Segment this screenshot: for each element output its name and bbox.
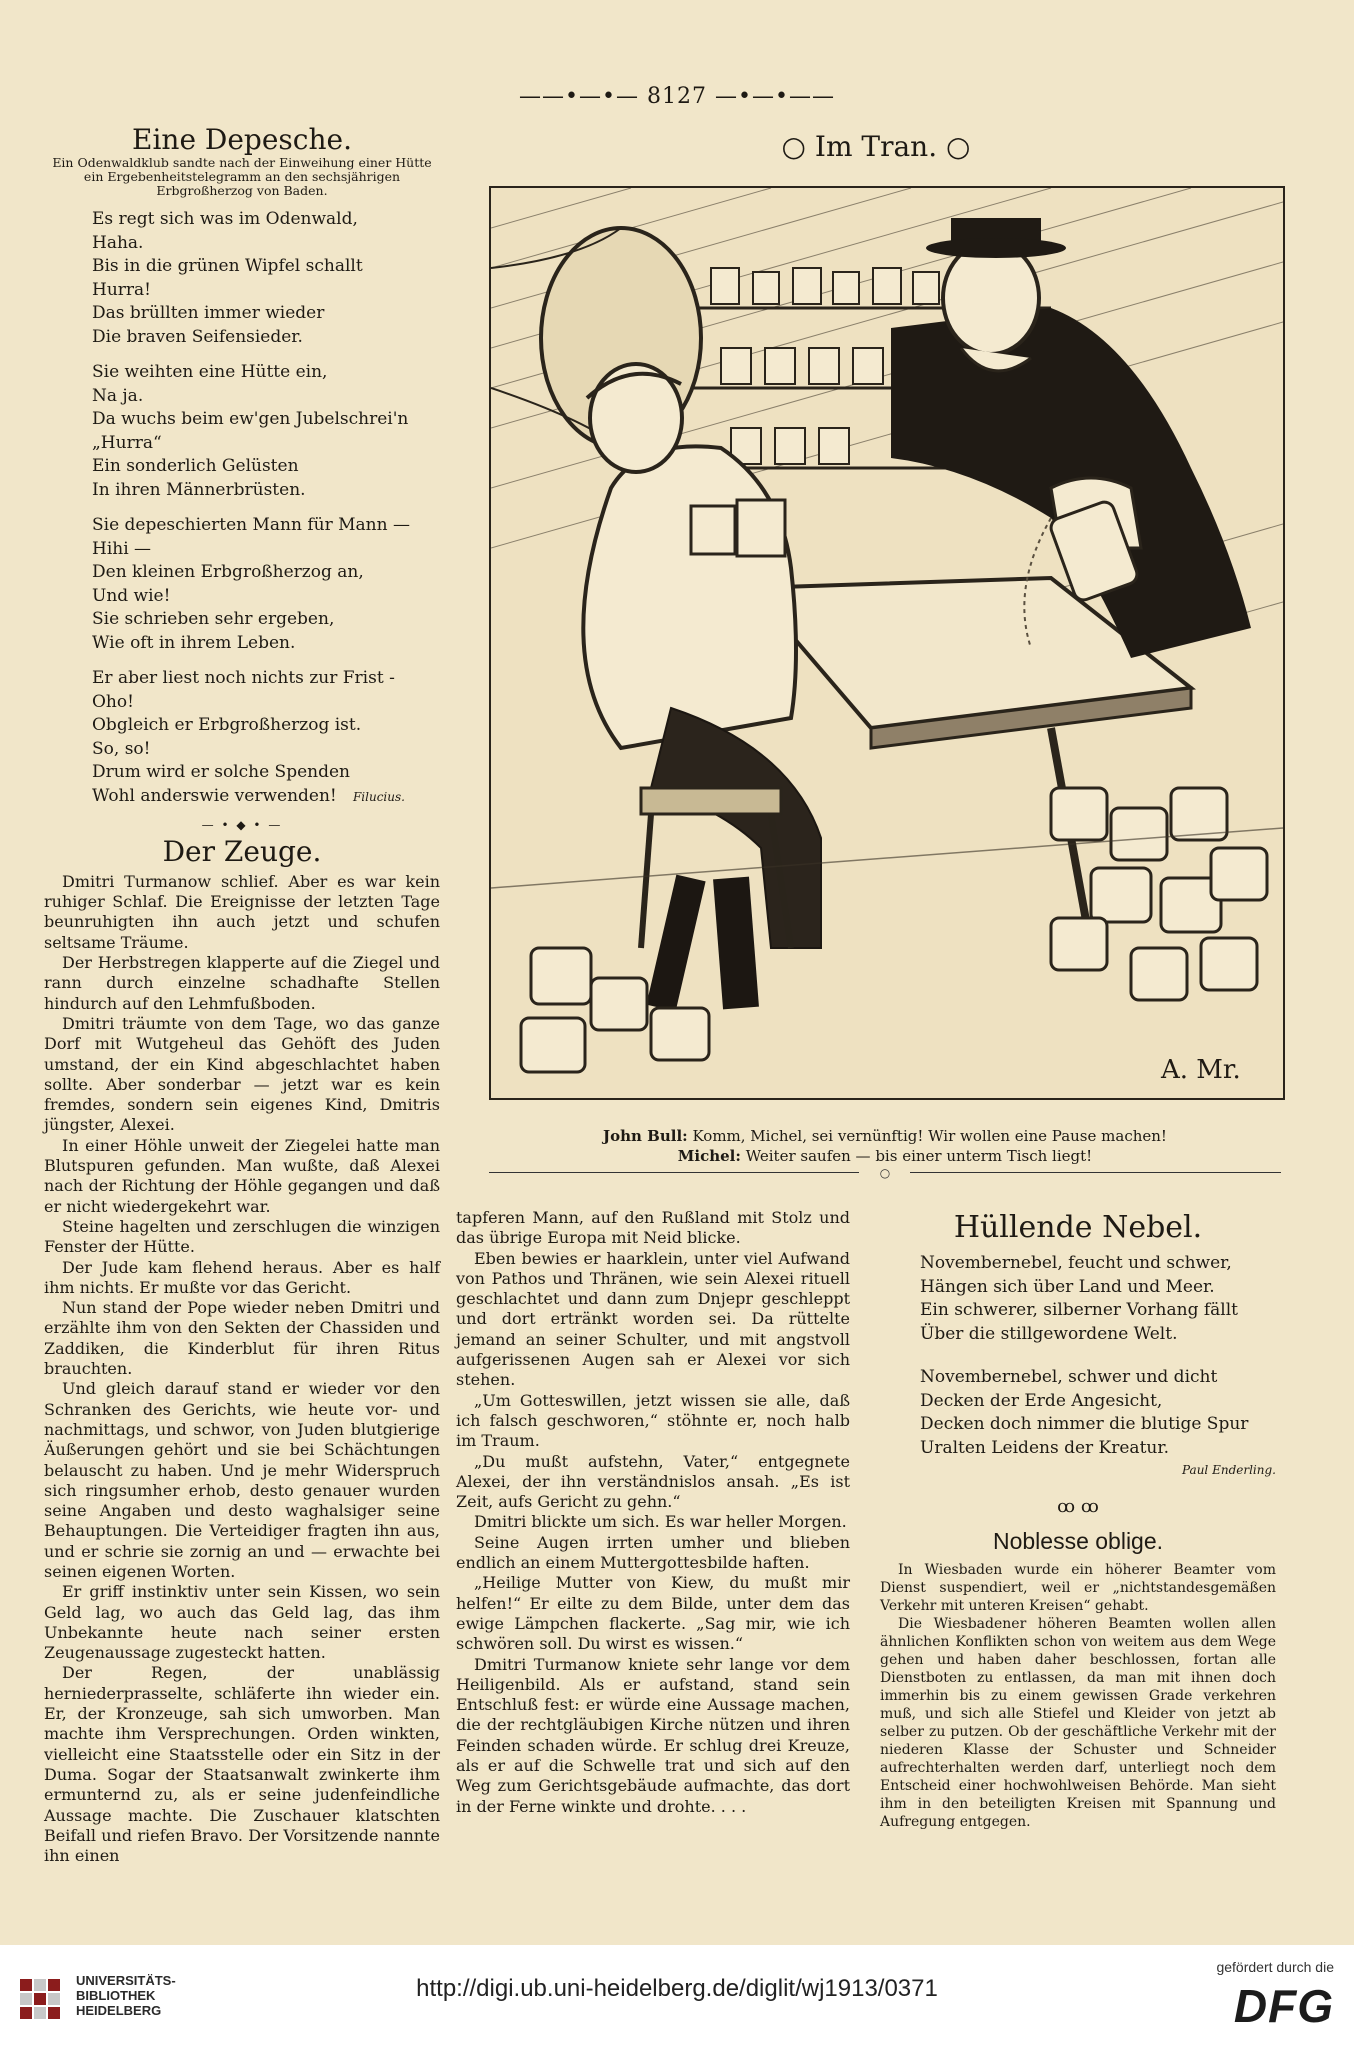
poem-stanza	[920, 1252, 1276, 1346]
cartoon-illustration	[489, 186, 1285, 1100]
cartoon-drawing	[491, 188, 1283, 1098]
poem-stanza	[92, 667, 440, 809]
poem-line: Sie depeschierten Mann für Mann —	[92, 515, 410, 536]
poem-line: In ihren Männerbrüsten.	[92, 479, 306, 500]
ornament-divider: ꝏ ꝏ	[1057, 1495, 1099, 1517]
caption-line: Michel: Weiter saufen — bis einer unterm Tisch liegt!	[677, 1147, 1093, 1165]
page-number: ——•—•— 8127 —•—•——	[519, 84, 835, 109]
poem-line: „Hurra“	[92, 432, 162, 453]
zeuge-paragraph: „Heilige Mutter von Kiew, du mußt mir helfen!“ Er eilte zu dem Bilde, unter dem das ewige Lämpchen flackerte. „Sag mir, wie ich schwören soll. Du wirst es wissen.“	[456, 1573, 850, 1654]
depesche-title: Eine Depesche.	[132, 123, 352, 156]
huellende-title: Hüllende Nebel.	[953, 1210, 1203, 1245]
noblesse-paragraph: Die Wiesbadener höheren Beamten wollen allen ähnlichen Konflikten schon von weitem aus dem Wege gehen und haben daher beschlossen, fortan alle Dienstboten zu entlassen, da man mit ihnen doch immerhin bis zu einem gewissen Grade verkehren muß, und sich alle Stiefel und Kleider von jetzt ab selber zu putzen. Ob der geschäftliche Verkehr mit der niederen Klasse der Schuster und Schneider aufrechterhalten werden darf, unterliegt noch dem Entscheid einer hochwohlweisen Behörde. Man sieht ihm in den beteiligten Kreisen mit Spannung und Aufregung entgegen.	[880, 1616, 1276, 1831]
funded-by-label: gefördert durch die	[1216, 1959, 1334, 1975]
zeuge-paragraph: In einer Höhle unweit der Ziegelei hatte man Blutspuren gefunden. Man wußte, daß Alexei nach der Richtung der Höhle gegangen und daß er nicht wiedergekehrt war.	[44, 1135, 440, 1216]
poem-line: Drum wird er solche Spenden	[92, 762, 350, 783]
ornament-circle: ○	[781, 130, 806, 163]
poem-line: Das brüllten immer wieder	[92, 303, 325, 324]
zeuge-paragraph: Eben bewies er haarklein, unter viel Aufwand von Pathos und Thränen, wie sein Alexei rituell geschlachtet und dann zum Dnjepr geschleppt und dort ertränkt worden sei. Da rüttelte jemand an seiner Schulter, und mit angstvoll aufgerissenen Augen sah er Alexei vor sich stehen.	[456, 1248, 850, 1390]
noblesse-title: Noblesse oblige.	[992, 1527, 1164, 1554]
zeuge-paragraph: Der Regen, der unablässig herniederprasselte, schläferte ihn wieder ein. Er, der Kronzeuge, sah sich umworben. Man machte ihm Versprechungen. Orden winkten, vielleicht eine Staatsstelle oder ein Sitz in der Duma. Sogar der Staatsanwalt zwinkerte ihm ermunternd zu, als er seine judenfeindliche Aussage machte. Die Zuschauer klatschten Beifall und riefen Bravo. Der Vorsitzende nannte ihn einen	[44, 1663, 440, 1866]
poem-line: Er aber liest noch nichts zur Frist -	[92, 668, 395, 689]
im-tran-title: Im Tran.	[814, 130, 938, 163]
poem-line: Hihi —	[92, 538, 152, 559]
dfg-logo: DFG	[1233, 1980, 1334, 2032]
caption-line: John Bull: Komm, Michel, sei vernünftig! Wir wollen eine Pause machen!	[603, 1127, 1167, 1145]
illustrator-signature: A. Mr.	[1161, 1055, 1241, 1085]
poem-line: Obgleich er Erbgroßherzog ist.	[92, 715, 362, 736]
zeuge-paragraph: Er griff instinktiv unter sein Kissen, wo sein Geld lag, wo auch das Geld lag, das ihm Unbekannte heute nach seiner ersten Zeugenaussage zugesteckt hatten.	[44, 1582, 440, 1663]
depesche-signature: Filucius.	[352, 789, 405, 804]
depesche-intro: Ein Odenwaldklub sandte nach der Einweihung einer Hütte ein Ergebenheitstelegramm an den sechsjährigen Erbgroßherzog von Baden.	[52, 155, 432, 199]
zeuge-paragraph: Und gleich darauf stand er wieder vor den Schranken des Gerichts, wie heute vor- und nachmittags, und schwor, von Juden blutgierige Äußerungen gehört und sie bei Schächtungen belauscht zu haben. Und je mehr Widerspruch sich ringsumher erhob, desto genauer wurden seine Angaben und desto waghalsiger seine Behauptungen. Die Verteidiger fragten ihn aus, und er schrie sie zornig an und — erwachte bei seinen eigenen Worten.	[44, 1379, 440, 1581]
middle-column	[456, 1208, 850, 1817]
zeuge-paragraph: Dmitri träumte von dem Tage, wo das ganze Dorf mit Wutgeheul das Gehöft des Juden umstand, der ein Kind abgeschlachtet haben sollte. Aber sonderbar — jetzt war es kein fremdes, sondern sein eigenes Kind, Dmitris jüngster, Alexei.	[44, 1013, 440, 1135]
poem-line: So, so!	[92, 738, 151, 759]
poem-line: Es regt sich was im Odenwald,	[92, 209, 358, 230]
right-column	[880, 1190, 1276, 1831]
poem-line: Novembernebel, feucht und schwer,	[920, 1253, 1232, 1274]
poem-line: Ein sonderlich Gelüsten	[92, 456, 299, 477]
zeuge-paragraph: Dmitri blickte um sich. Es war heller Morgen.	[474, 1512, 847, 1532]
footer-bar	[0, 1945, 1354, 2046]
poem-line: Den kleinen Erbgroßherzog an,	[92, 562, 364, 583]
noblesse-paragraph: In Wiesbaden wurde ein höherer Beamter vom Dienst suspendiert, weil er „nichtstandesgemäßen Verkehr mit unteren Kreisen“ gehabt.	[880, 1562, 1276, 1615]
poem-line: Oho!	[92, 691, 134, 712]
zeuge-paragraph: Steine hagelten und zerschlugen die winzigen Fenster der Hütte.	[44, 1216, 440, 1257]
poem-line: Sie schrieben sehr ergeben,	[92, 609, 335, 630]
zeuge-paragraph: tapferen Mann, auf den Rußland mit Stolz und das übrige Europa mit Neid blicke.	[456, 1208, 850, 1248]
zeuge-paragraph: Nun stand der Pope wieder neben Dmitri und erzählte ihm von den Sekten der Chassiden und Zaddiken, die Kinderblut für ihren Ritus brauchten.	[44, 1298, 440, 1379]
poem-stanza	[92, 361, 440, 502]
poem-line: Hängen sich über Land und Meer.	[920, 1276, 1215, 1297]
cartoon-caption	[489, 1126, 1281, 1166]
depesche-poem	[44, 208, 440, 809]
poem-line: Über die stillgewordene Welt.	[920, 1323, 1178, 1344]
library-name: UNIVERSITÄTS- BIBLIOTHEK HEIDELBERG	[76, 1973, 176, 2018]
poem-line: Ein schwerer, silberner Vorhang fällt	[920, 1300, 1238, 1321]
huellende-signature: Paul Enderling.	[1182, 1463, 1276, 1478]
poem-stanza	[920, 1366, 1276, 1460]
zeuge-paragraph: Der Herbstregen klapperte auf die Ziegel und rann durch einzelne schadhafte Stellen hindurch auf den Lehmfußboden.	[44, 953, 440, 1013]
poem-line: Die braven Seifensieder.	[92, 326, 303, 347]
ornament-circle: ○	[879, 1166, 891, 1180]
zeuge-paragraph: „Um Gotteswillen, jetzt wissen sie alle, daß ich falsch geschworen,“ stöhnte er, noch halb im Traum.	[456, 1390, 850, 1451]
poem-line: Sie weihten eine Hütte ein,	[92, 362, 328, 383]
huellende-poem	[880, 1252, 1276, 1460]
poem-line: Decken der Erde Angesicht,	[920, 1390, 1163, 1411]
zeuge-paragraph: „Du mußt aufstehn, Vater,“ entgegnete Alexei, der ihn verständnislos ansah. „Es ist Zeit, aufs Gericht zu gehn.“	[456, 1451, 850, 1512]
zeuge-paragraph: Dmitri Turmanow kniete sehr lange vor dem Heiligenbild. Als er aufstand, stand sein Entschluß fest: er würde eine Aussage machen, die der rechtgläubigen Kirche nützen und ihren Feinden schaden würde. Er schlug drei Kreuze, als er auf die Schwelle trat und sich auf den Weg zum Gerichtsgebäude aufmachte, das dort in der Ferne winkte und drohte. . . .	[456, 1654, 850, 1816]
im-tran-title-row	[470, 130, 1282, 163]
poem-line: Und wie!	[92, 585, 171, 606]
section-divider: — • ◆ • —	[201, 818, 283, 833]
poem-line: Na ja.	[92, 385, 144, 406]
poem-line: Uralten Leidens der Kreatur.	[920, 1437, 1170, 1458]
poem-stanza	[92, 514, 440, 655]
poem-line: Wie oft in ihrem Leben.	[92, 632, 296, 653]
ornament-circle: ○	[946, 130, 971, 163]
zeuge-paragraph: Der Jude kam flehend heraus. Aber es half ihm nichts. Er mußte vor das Gericht.	[44, 1257, 440, 1297]
poem-line: Haha.	[92, 232, 144, 253]
left-column	[44, 123, 440, 1866]
poem-stanza	[92, 208, 440, 349]
poem-line: Bis in die grünen Wipfel schallt	[92, 256, 363, 277]
poem-line: Decken doch nimmer die blutige Spur	[920, 1414, 1249, 1435]
poem-line: Wohl anderswie verwenden! Filucius.	[92, 785, 405, 806]
poem-line: Hurra!	[92, 279, 151, 300]
digital-collection-link[interactable]: http://digi.ub.uni-heidelberg.de/diglit/wj1913/0371	[416, 1975, 938, 2002]
zeuge-paragraph: Seine Augen irrten umher und blieben endlich an einem Muttergottesbilde haften.	[456, 1532, 850, 1573]
zeuge-title: Der Zeuge.	[162, 834, 322, 868]
poem-line: Da wuchs beim ew'gen Jubelschrei'n	[92, 409, 409, 430]
poem-line: Novembernebel, schwer und dicht	[920, 1367, 1218, 1388]
zeuge-paragraph: Dmitri Turmanow schlief. Aber es war kein ruhiger Schlaf. Die Ereignisse der letzten Tage beunruhigten ihn auch jetzt und schufen seltsame Träume.	[44, 871, 440, 952]
